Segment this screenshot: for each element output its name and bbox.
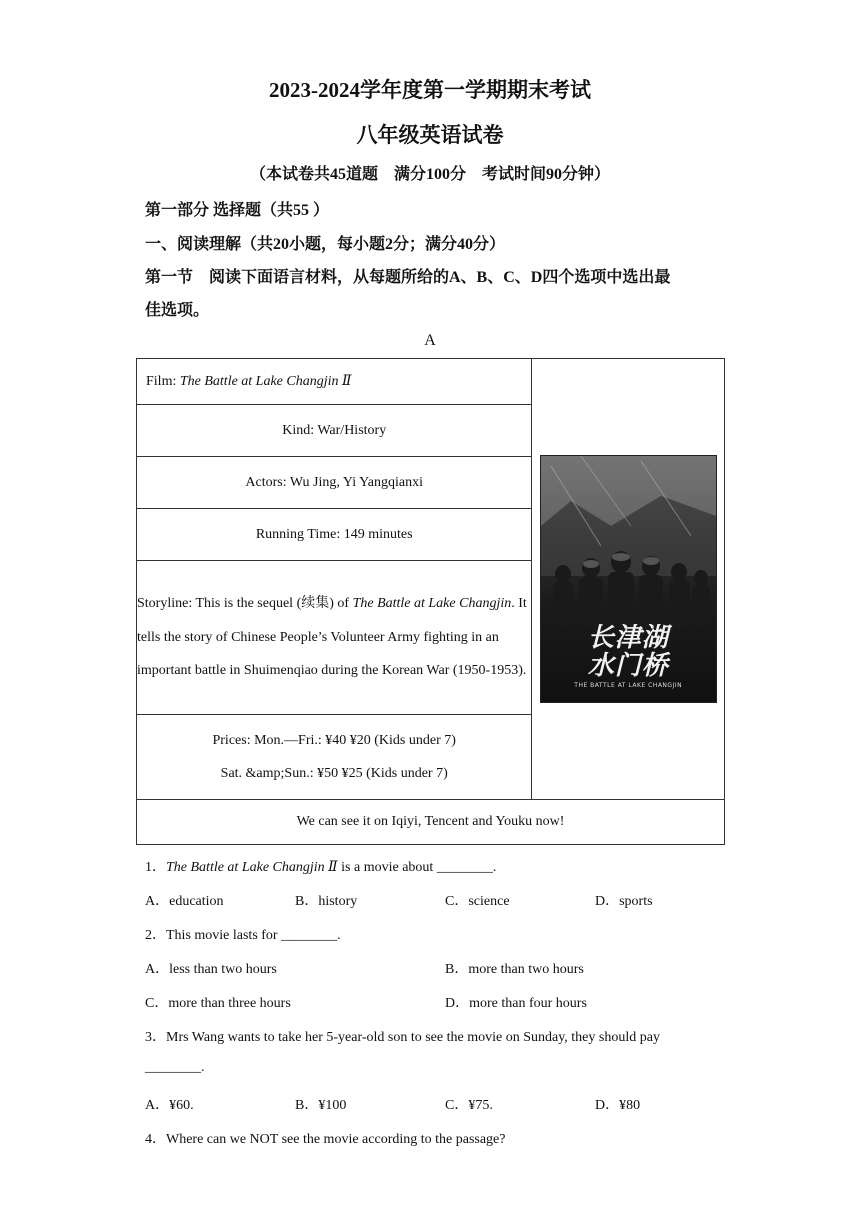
question-1: 1．The Battle at Lake Changjin Ⅱ is a movie about ________.	[145, 860, 497, 875]
q3-option-b: B．¥100	[295, 1098, 347, 1113]
instruction-line-1: 第一节 阅读下面语言材料，从每题所给的A、B、C、D四个选项中选出最	[145, 269, 671, 286]
film-label: Film:	[146, 374, 180, 389]
q1-option-a: A．education	[145, 894, 224, 909]
exam-title: 2023-2024学年度第一学期期末考试	[269, 78, 591, 102]
prices-weekday: Prices: Mon.—Fri.: ¥40 ¥20 (Kids under 7)	[212, 733, 456, 748]
q3-option-d: D．¥80	[595, 1098, 641, 1113]
part-heading: 第一部分 选择题（共55 ）	[145, 202, 330, 219]
q2-option-b: B．more than two hours	[445, 962, 584, 977]
q2-option-d: D．more than four hours	[445, 996, 587, 1011]
storyline-cell: Storyline: This is the sequel (续集) of The Battle at Lake Changjin. It tells the story of Chinese People’s Volunteer Army fighting in an important battle in Shuimenqiao during the Korean War (1950-1953).	[137, 561, 532, 715]
running-time-cell: Running Time: 149 minutes	[137, 509, 532, 561]
q3-option-c: C．¥75.	[445, 1098, 493, 1113]
section-heading: 一、阅读理解（共20小题，每小题2分；满分40分）	[145, 236, 506, 253]
q2-option-c: C．more than three hours	[145, 996, 291, 1011]
availability-cell: We can see it on Iqiyi, Tencent and Youku now!	[137, 800, 725, 845]
poster-cell	[532, 359, 725, 800]
movie-poster-image	[540, 455, 717, 703]
q1-option-c: C．science	[445, 894, 510, 909]
instruction-line-2: 佳选项。	[145, 302, 210, 319]
film-title: The Battle at Lake Changjin Ⅱ	[179, 374, 352, 389]
exam-info: （本试卷共45道题 满分100分 考试时间90分钟）	[249, 166, 610, 183]
question-2: 2．This movie lasts for ________.	[145, 928, 341, 943]
kind-cell: Kind: War/History	[137, 405, 532, 457]
prices-weekend: Sat. &amp;Sun.: ¥50 ¥25 (Kids under 7)	[220, 766, 448, 781]
question-4: 4．Where can we NOT see the movie according to the passage?	[145, 1132, 506, 1147]
q3-option-a: A．¥60.	[145, 1098, 194, 1113]
grade-title: 八年级英语试卷	[356, 123, 504, 147]
question-3: 3．Mrs Wang wants to take her 5-year-old son to see the movie on Sunday, they should pay	[145, 1030, 660, 1045]
question-3-blank: ________.	[145, 1060, 205, 1075]
film-cell	[137, 359, 532, 405]
poster-title-en: THE BATTLE AT LAKE CHANGJIN	[574, 682, 683, 689]
q1-option-d: D．sports	[595, 894, 653, 909]
q1-option-b: B．history	[295, 894, 358, 909]
actors-cell: Actors: Wu Jing, Yi Yangqianxi	[137, 457, 532, 509]
passage-label: A	[424, 332, 436, 349]
prices-cell	[137, 715, 532, 800]
q2-option-a: A．less than two hours	[145, 962, 277, 977]
film-info-table	[136, 358, 725, 845]
poster-title-cn: 长津湖 水门桥	[587, 623, 669, 681]
